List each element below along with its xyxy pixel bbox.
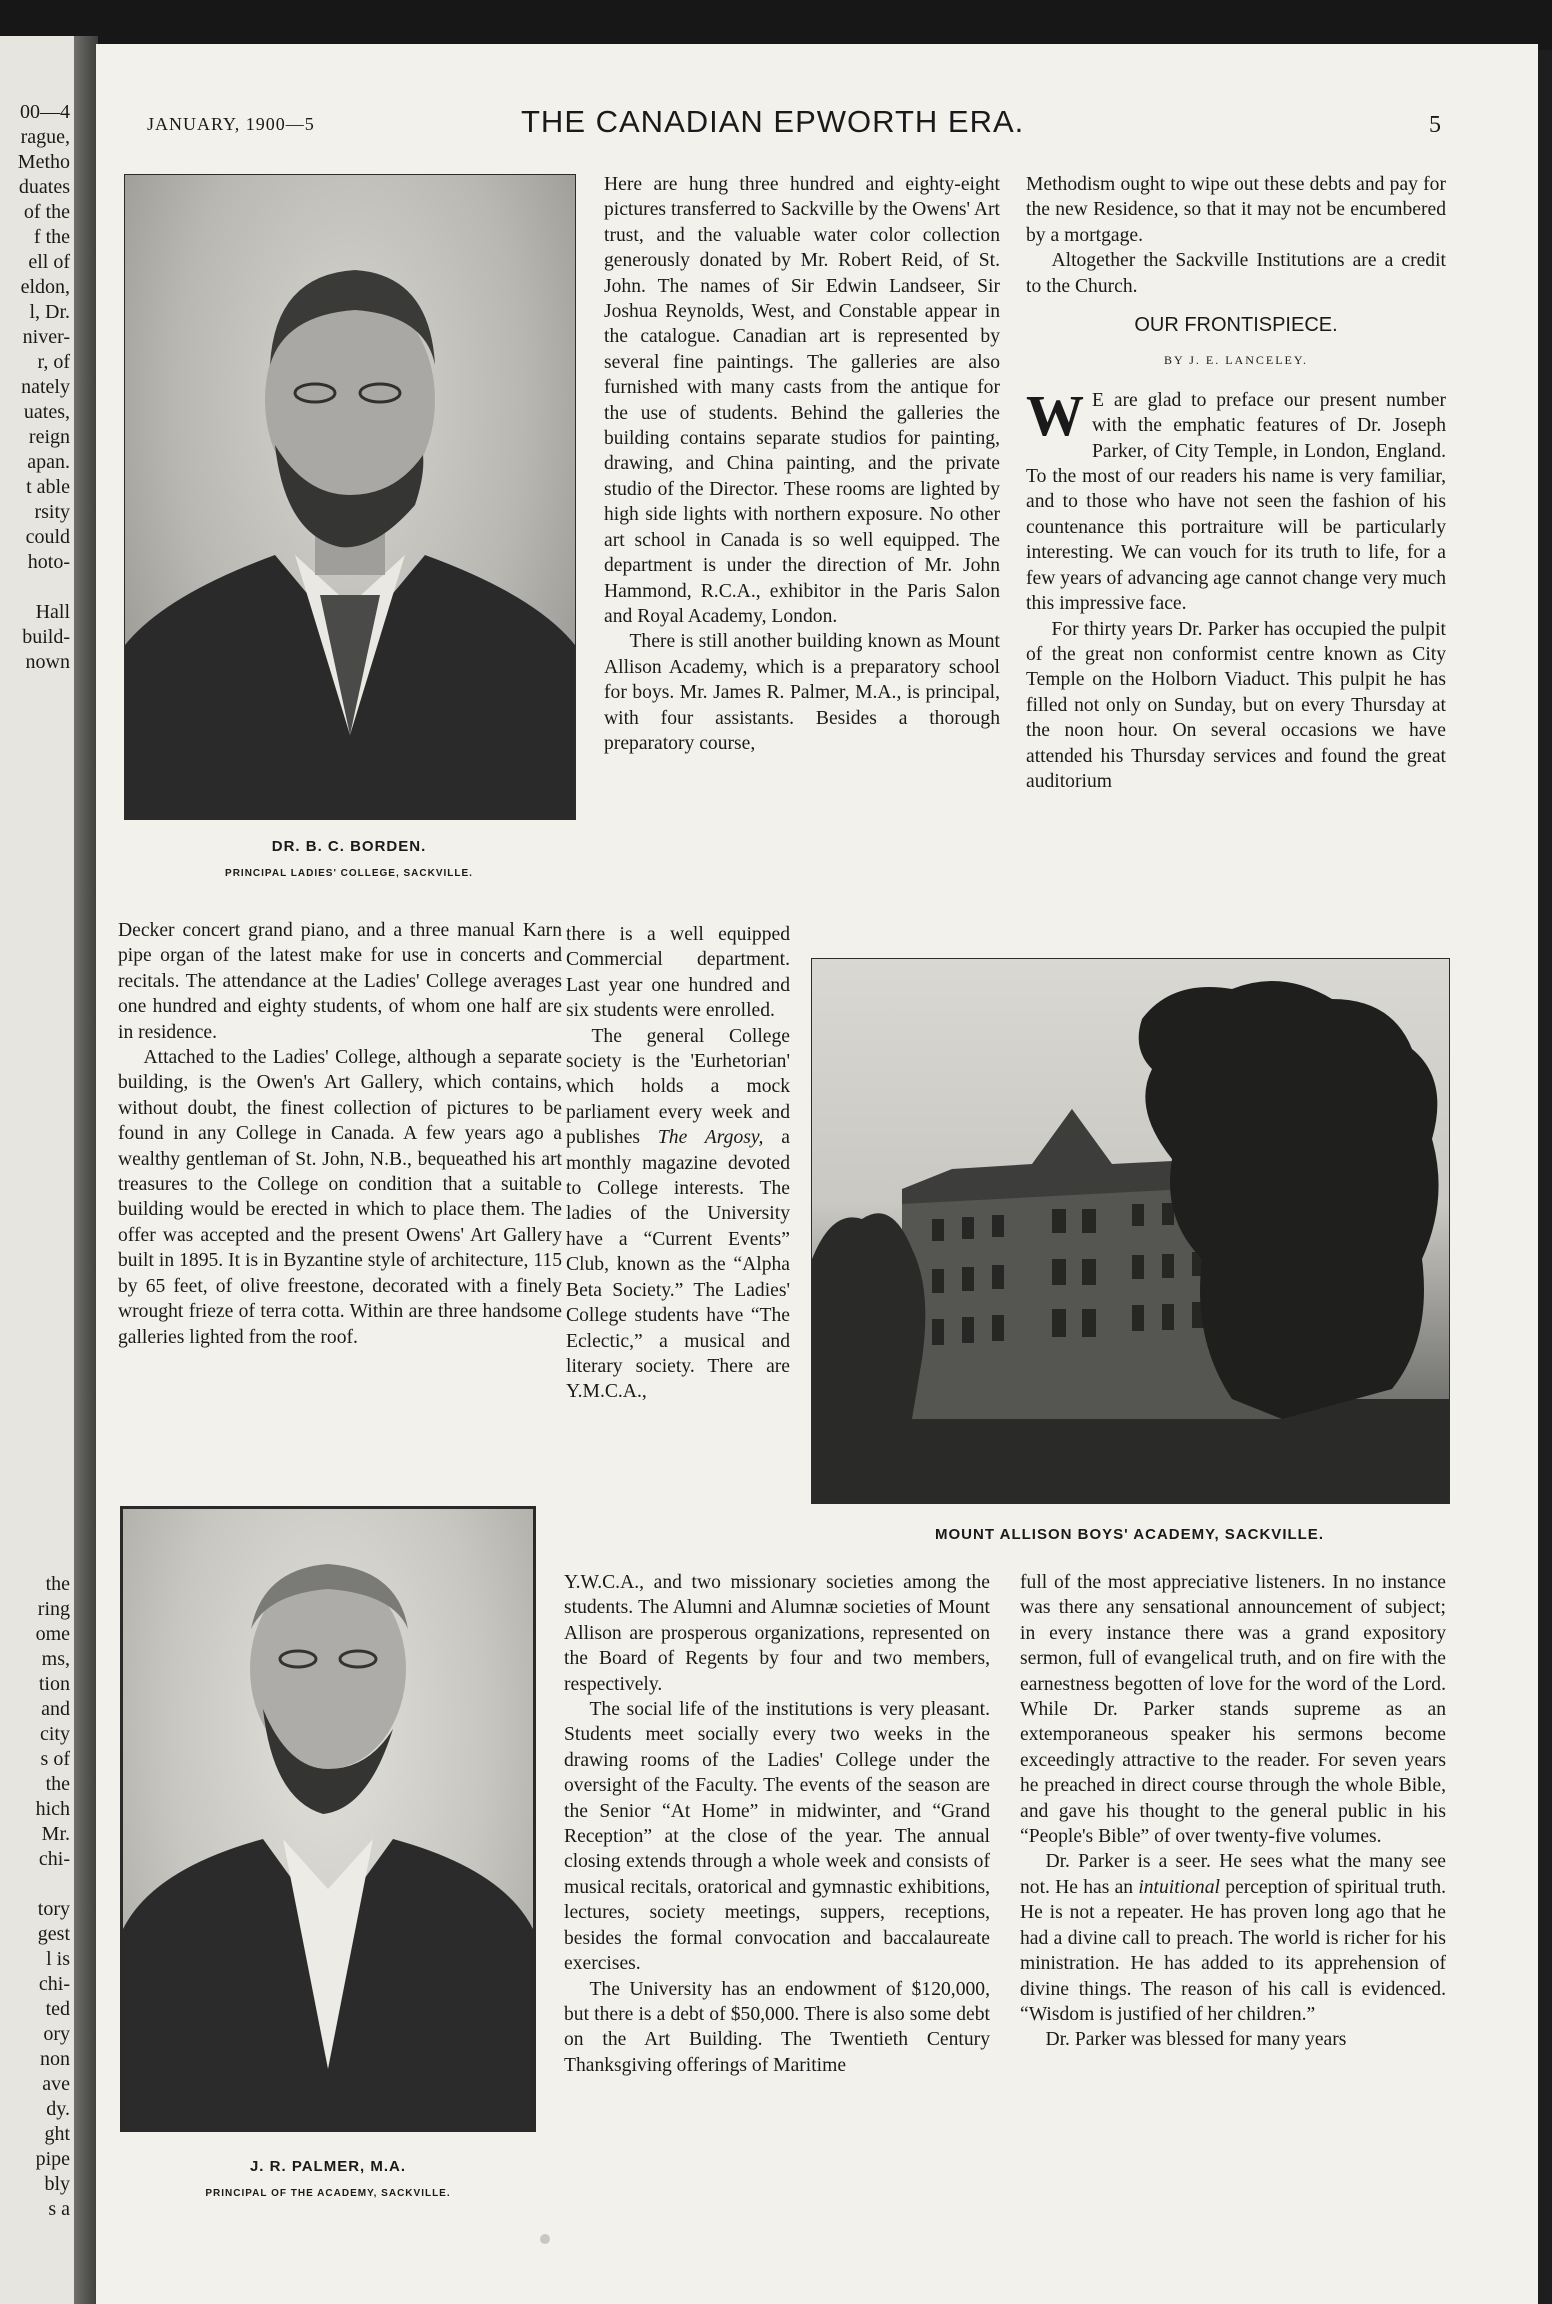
previous-page-top-fragments (18, 100, 70, 675)
article-heading: OUR FRONTISPIECE. (1134, 314, 1338, 337)
col3-bottom-paragraph-2 (1020, 1849, 1446, 2027)
magazine-page (96, 44, 1538, 2304)
paper-spot (540, 2234, 550, 2244)
col3-article-paragraph-1 (1026, 382, 1446, 617)
previous-page-bottom-line: chi- (38, 1973, 70, 1995)
page-number: 5 (1429, 112, 1441, 138)
argosy-title: The Argosy, (657, 1127, 764, 1149)
article-byline: BY J. E. LANCELEY. (1164, 353, 1308, 368)
col3-article-paragraph-1-text: E are glad to preface our present number with the emphatic features of Dr. Joseph Parker, of City Temple, in London, England. To the most of our readers his name is very familiar, and to those who have not seen the fashion of his countenance this portraiture will be particularly interesting. We can vouch for its truth to life, for a few years of advancing age cannot change very much this impressive face. (1026, 389, 1446, 615)
col3-bottom-paragraph-1: full of the most appreciative listeners. In no instance was there any sensational announcement of subject; in every instance there was a grand expository sermon, full of evangelical truth, and on fire with the earnestness begotten of love for the word of the Lord. While Dr. Parker stands supreme as an extemporaneous speaker his sermons become exceedingly attractive to the reader. For seven years he preached in direct course through the whole Bible, and gave his thought to the general public in his “People's Bible” of over twenty-five volumes. (1020, 1572, 1446, 1848)
previous-page-bottom-line: s a (48, 2198, 70, 2220)
publication-title: THE CANADIAN EPWORTH ERA. (521, 104, 1025, 139)
col2-narrow-text-part-1: The general College society is the 'Eurhetorian' which holds a mock parliament every week and publishes (566, 1025, 790, 1149)
column-3-top-text (1026, 172, 1446, 794)
book-gutter (74, 36, 98, 2304)
previous-page-bottom-line: ory (43, 2023, 70, 2045)
previous-page-top-line: eldon, (20, 276, 70, 298)
col2-bottom-paragraph-3: The University has an endowment of $120,000, but there is a debt of $50,000. There is also some debt on the Art Building. The Twentieth Century Thanksgiving offerings of Maritime (564, 1978, 990, 2076)
previous-page-top-line: build- (22, 626, 70, 648)
previous-page-top-line: duates (18, 176, 70, 198)
col2-bottom-paragraph-1: Y.W.C.A., and two missionary societies among the students. The Alumni and Alumnæ societies of Mount Allison are prosperous organizations, represented on the Board of Regents by four and two members, respectively. (564, 1572, 990, 1695)
previous-page-top-line: l, Dr. (29, 301, 70, 323)
previous-page-top-line: apan. (27, 451, 70, 473)
academy-caption: MOUNT ALLISON BOYS' ACADEMY, SACKVILLE. (935, 1526, 1324, 1543)
previous-page-bottom-fragments (36, 1572, 70, 2222)
col2-narrow-text-part-2: a monthly magazine devoted to College interests. The ladies of the University have a “Current Events” Club, known as the “Alpha Beta Society.” The Ladies' College students have “The Eclectic,” a musical and literary society. There are Y.M.C.A., (566, 1127, 790, 1403)
previous-page-top-line: r, of (37, 351, 70, 373)
previous-page-bottom-line (36, 1872, 70, 1897)
col2-bottom-paragraph-2: The social life of the institutions is very pleasant. Students meet socially every two weeks in the drawing rooms of the Ladies' College under the oversight of the Faculty. The events of the season are the Senior “At Home” in midwinter, and “Grand Reception” at the close of the year. The annual closing extends through a whole week and consists of musical recitals, oratorical and gymnastic exhibitions, lectures, society meetings, suppers, receptions, besides the formal convocation and baccalaureate exercises. (564, 1699, 990, 1975)
previous-page-top-line: rsity (34, 501, 70, 523)
col2-narrow-paragraph-2 (566, 1024, 790, 1405)
previous-page-bottom-line: gest (37, 1923, 70, 1945)
previous-page-bottom-line: ring (37, 1598, 70, 1620)
previous-page-bottom-line: the (45, 1573, 70, 1595)
previous-page-bottom-line: hich (35, 1798, 70, 1820)
previous-page-top-line (18, 575, 70, 600)
col1-paragraph-2: Attached to the Ladies' College, although a separate building, is the Owen's Art Gallery, which contains, without doubt, the finest collection of pictures to be found in any College in Canada. A few years ago a wealthy gentleman of St. John, N.B., bequeathed his art treasures to the College on condition that a suitable building would be erected in which to place them. The offer was accepted and the present Owens' Art Gallery built in 1895. It is in Byzantine style of architecture, 115 by 65 feet, of olive freestone, decorated with a finely wrought frieze of terra cotta. Within are three handsome galleries lighted from the roof. (118, 1047, 562, 1348)
previous-page-bottom-line: chi- (38, 1848, 70, 1870)
previous-page-bottom-line: the (45, 1773, 70, 1795)
previous-page-bottom-line: bly (44, 2173, 70, 2195)
portrait-palmer (120, 1506, 536, 2132)
previous-page-bottom-line: tory (37, 1898, 70, 1920)
previous-page-bottom-line: city (40, 1723, 70, 1745)
col3-paragraph-2: Altogether the Sackville Institutions are a credit to the Church. (1026, 250, 1446, 297)
previous-page-top-line: hoto- (27, 551, 70, 573)
issue-date: JANUARY, 1900—5 (147, 114, 315, 134)
previous-page-top-line: rague, (20, 126, 70, 148)
column-1-text (118, 918, 562, 1350)
previous-page-bottom-line: pipe (35, 2148, 70, 2170)
col2-narrow-paragraph-1: there is a well equipped Commercial department. Last year one hundred and six students were enrolled. (566, 924, 790, 1022)
palmer-caption-title: PRINCIPAL OF THE ACADEMY, SACKVILLE. (205, 2188, 451, 2199)
col3-paragraph-1: Methodism ought to wipe out these debts and pay for the new Residence, so that it may not be encumbered by a mortgage. (1026, 174, 1446, 246)
scan-background (0, 0, 1552, 50)
previous-page-top-line: f the (33, 226, 70, 248)
previous-page-top-line: niver- (22, 326, 70, 348)
col3-bottom-paragraph-3: Dr. Parker was blessed for many years (1045, 2029, 1347, 2051)
previous-page-bottom-line: ave (42, 2073, 70, 2095)
previous-page-top-line: ell of (28, 251, 70, 273)
col3-bottom-paragraph-2-part-2: perception of spiritual truth. He is not a repeater. He has proven long ago that he had a divine call to preach. The world is richer for his ministration. He has added to its apprehension of divine things. The reason of his call is evidenced. “Wisdom is justified of her children.” (1020, 1876, 1447, 2025)
col3-bottom-paragraph-2-part-1: Dr. Parker is a seer. He sees what the many see not. He has an (1020, 1851, 1446, 1898)
previous-page-top-line: of the (23, 201, 70, 223)
previous-page-bottom-line: ome (35, 1623, 70, 1645)
previous-page-bottom-line: ght (44, 2123, 70, 2145)
previous-page-bottom-line: ms, (41, 1648, 70, 1670)
previous-page-top-line: t able (26, 476, 70, 498)
column-2-top-text (604, 172, 1000, 756)
column-2-bottom-text (564, 1570, 990, 2078)
previous-page-bottom-line: Mr. (41, 1823, 70, 1845)
column-3-bottom-text (1020, 1570, 1446, 2053)
col3-article-paragraph-2: For thirty years Dr. Parker has occupied the pulpit of the great non conformist centre known as City Temple on the Holborn Viaduct. This pulpit he has filled not only on Sunday, but on every Thursday at the noon hour. On several occasions we have attended his Thursday services and found the great auditorium (1026, 618, 1446, 792)
palmer-caption-name: J. R. PALMER, M.A. (249, 2158, 407, 2175)
col2-paragraph-2: There is still another building known as Mount Allison Academy, which is a preparatory school for boys. Mr. James R. Palmer, M.A., is principal, with four assistants. Besides a thorough preparatory course, (604, 631, 1000, 754)
borden-caption-title: PRINCIPAL LADIES' COLLEGE, SACKVILLE. (225, 868, 473, 879)
portrait-borden (124, 174, 576, 820)
previous-page-top-line: could (25, 526, 70, 548)
previous-page-bottom-line: and (41, 1698, 70, 1720)
previous-page-bottom-line: dy. (46, 2098, 70, 2120)
previous-page-bottom-line: l is (46, 1948, 70, 1970)
previous-page-bottom-line: ted (45, 1998, 70, 2020)
previous-page-edge (0, 36, 74, 2304)
previous-page-top-line: nown (25, 651, 70, 673)
previous-page-bottom-line: tion (38, 1673, 70, 1695)
previous-page-top-line: nately (21, 376, 70, 398)
borden-caption-name: DR. B. C. BORDEN. (271, 838, 427, 855)
previous-page-top-line: Metho (17, 151, 70, 173)
previous-page-top-line: Hall (35, 601, 70, 623)
col2-paragraph-1: Here are hung three hundred and eighty-eight pictures transferred to Sackville by the Owens' Art trust, and the valuable water color collection generously donated by Mr. Robert Reid, of St. John. The names of Sir Edwin Landseer, Sir Joshua Reynolds, West, and Constable appear in the catalogue. Canadian art is represented by several fine paintings. The galleries are also furnished with many casts from the antique for the use of students. Behind the galleries the building contains separate studios for painting, drawing, and China painting, and the private studio of the Director. These rooms are lighted by high side lights with northern exposure. No other art school in Canada is so well equipped. The department is under the direction of Mr. John Hammond, R.C.A., exhibitor in the Paris Salon and Royal Academy, London. (604, 174, 1000, 627)
drop-cap: W (1026, 382, 1084, 448)
previous-page-bottom-line: s of (40, 1748, 70, 1770)
previous-page-top-line: reign (28, 426, 70, 448)
academy-building-photo (811, 958, 1450, 1504)
column-2-narrow-text (566, 922, 790, 1405)
col1-paragraph-1: Decker concert grand piano, and a three manual Karn pipe organ of the latest make for use in concerts and recitals. The attendance at the Ladies' College averages one hundred and eighty students, of whom one half are in residence. (118, 920, 562, 1043)
italic-word: intuitional (1138, 1876, 1220, 1898)
previous-page-bottom-line: non (40, 2048, 70, 2070)
previous-page-top-line: 00—4 (20, 101, 70, 123)
previous-page-top-line: uates, (23, 401, 70, 423)
